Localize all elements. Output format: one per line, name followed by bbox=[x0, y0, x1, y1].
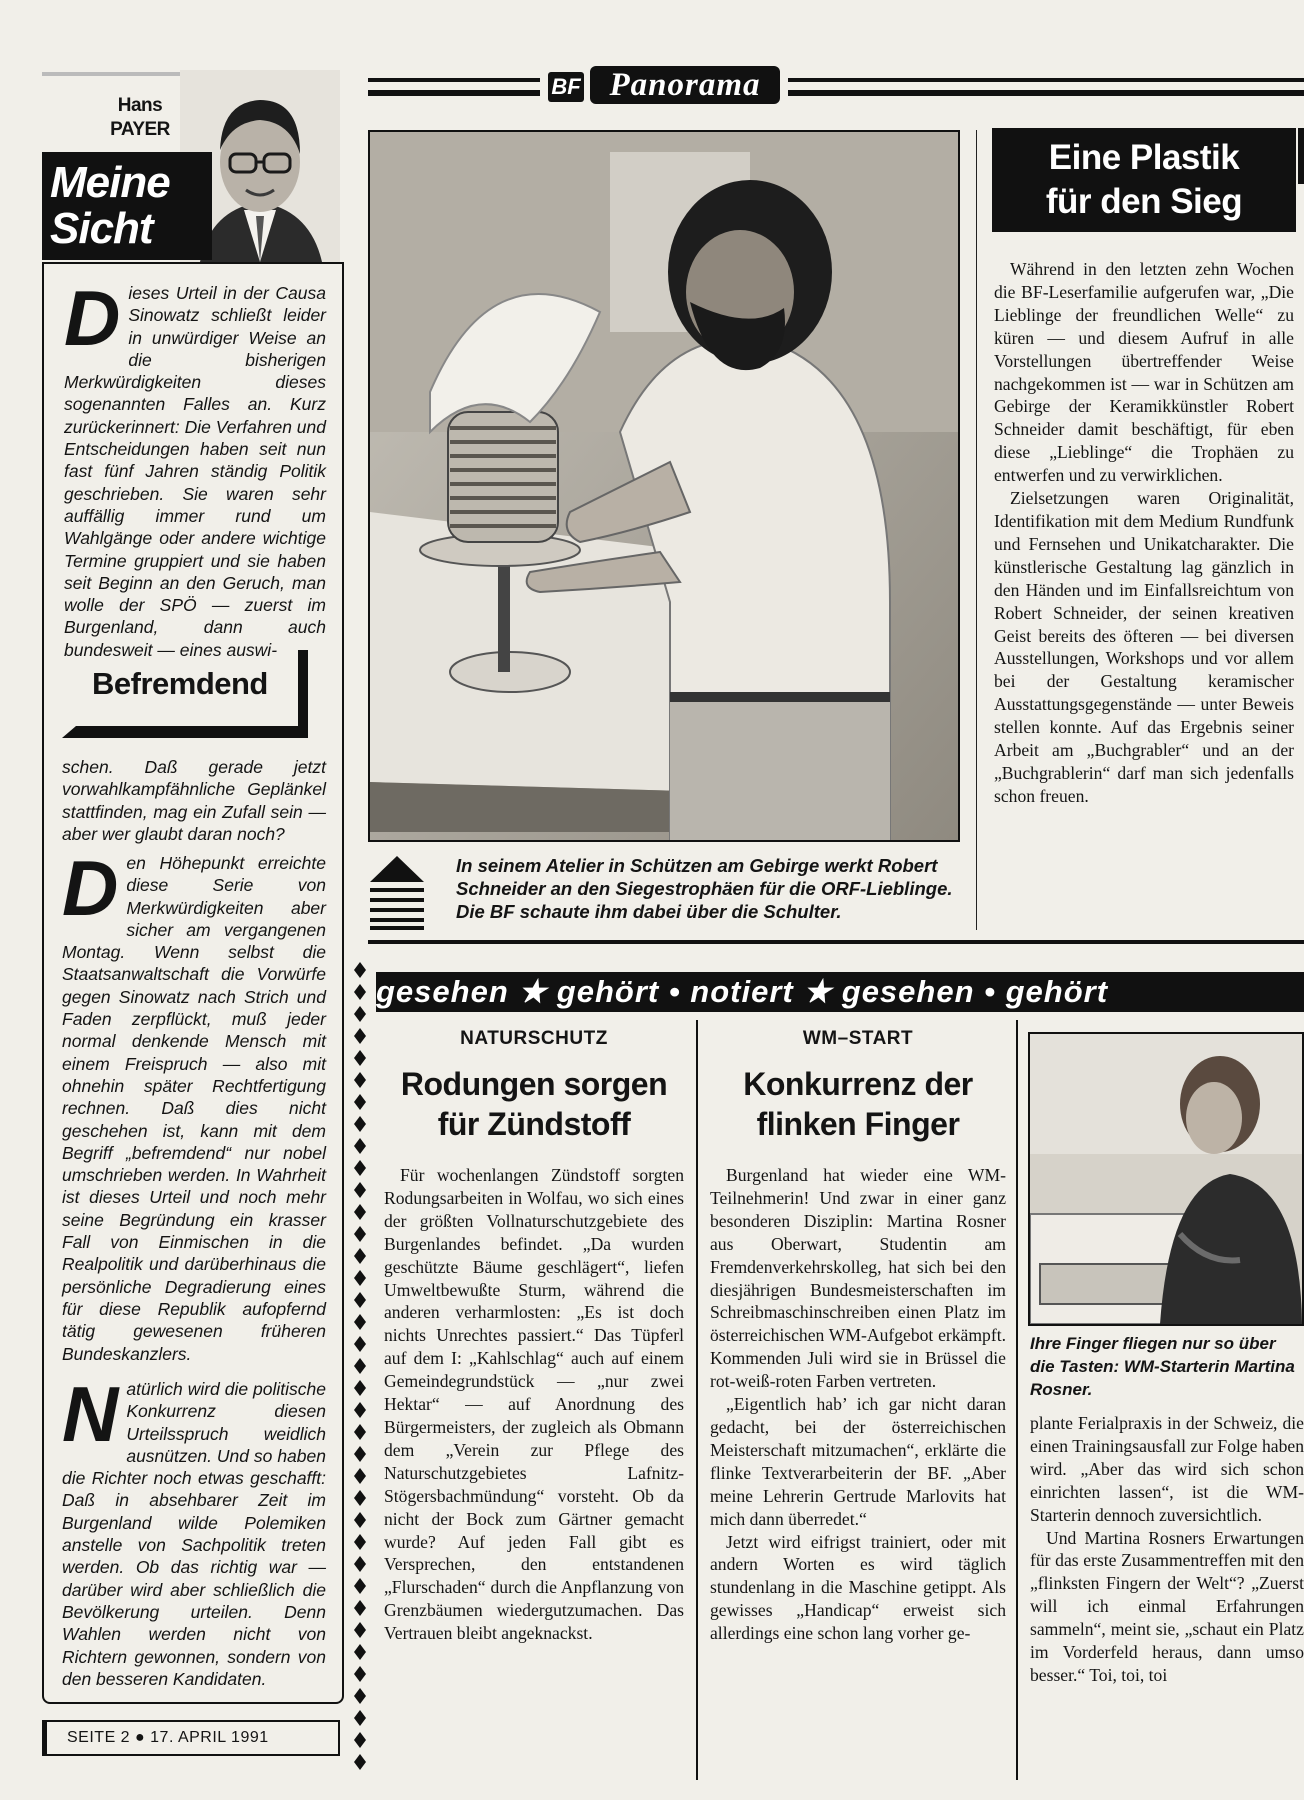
paragraph-text: ieses Urteil in der Causa Sinowatz schließt leider in unwürdiger Weise an die bisherigen Merkwürdigkeiten dieses sogenannten Falles an. Kurz zurückerinnert: Die Verfahren und Entscheidungen haben seit nun fast fünf Jahren ständig Politik geschrieben. Sie waren sehr auffällig immer rund um Wahlgänge oder andere wichtige Termine gruppiert und sie haben seit Beginn an den Geruch, man wolle der SPÖ — zuerst im Burgenland, dann auch bundesweit — eines auswi- bbox=[64, 283, 326, 660]
meine-sicht-paragraph-1 bbox=[64, 274, 326, 661]
plastik-headline-line1: Eine Plastik bbox=[1048, 138, 1240, 177]
masthead-rule-right-2 bbox=[788, 90, 1304, 96]
masthead-rule-left-2 bbox=[368, 90, 540, 96]
plastik-paragraph-2: Zielsetzungen waren Originalität, Identifikation mit dem Medium Rundfunk und Fernsehen und Unikatcharakter. Die künstlerische Gestaltung lag gänzlich in den Händen und im Einfallsreichtum von Robert Schneider, der seinen kreativen Geist bereits des öfteren — bei diversen Ausstellungen, Workshops und vor allem bei der Gestaltung keramischer Ausstattungsgegenstände — unter Beweis stellen konnte. Auf das Ergebnis seiner Arbeit am „Buchgrabler“ und an der „Buchgrablerin“ darf man sich jedenfalls schon freuen. bbox=[994, 488, 1294, 806]
author-first-name: Hans bbox=[117, 95, 163, 116]
issue-date: 17. APRIL 1991 bbox=[150, 1729, 269, 1746]
article-headline-line2: für Zündstoff bbox=[437, 1106, 631, 1142]
article-paragraph-2: „Eigentlich hab’ ich gar nicht daran gedacht, bei der österreichischen Meisterschaft mitzumachen“, erklärte die flinke Textverarbeiterin der BF. „Aber meine Lehrerin Gertrude Marlovits hat mich dann überredet.“ bbox=[710, 1394, 1006, 1529]
plastik-headline bbox=[992, 128, 1296, 232]
article-wm-start-continued bbox=[1030, 1412, 1304, 1687]
masthead-rule-right bbox=[788, 78, 1304, 82]
article-paragraph-1: Burgenland hat wieder eine WM-Teilnehmerin! Und zwar in einer ganz besonderen Disziplin: Martina Rosner aus Oberwart, Studentin am Fremdenverkehrskolleg, hat sich bei den diesjährigen Bundesmeisterschaften im Schreibmaschinschreiben einen Platz im österreichischen WM-Aufgebot erkämpft. Kommenden Juli wird sie in Brüssel die rot-weiß-roten Farben vertreten. bbox=[710, 1165, 1006, 1392]
meine-sicht-paragraph-2 bbox=[62, 844, 326, 1365]
meine-sicht-heading-line1: Meine bbox=[50, 158, 170, 207]
news-banner bbox=[376, 972, 1304, 1012]
column-separator bbox=[976, 130, 977, 930]
section-divider bbox=[368, 940, 1304, 944]
rosner-photo-caption: Ihre Finger fliegen nur so über die Tasten: WM-Starterin Martina Rosner. bbox=[1030, 1334, 1295, 1399]
photo-caption: In seinem Atelier in Schützen am Gebirge werkt Robert Schneider an den Siegestrophäen für die ORF-Lieblinge. Die BF schaute ihm dabei über die Schulter. bbox=[456, 855, 953, 922]
atelier-photo bbox=[368, 130, 960, 842]
article-paragraph-4: Und Martina Rosners Erwartungen für das erste Zusammentreffen mit den „flinksten Fingern der Welt“? „Zuerst will ich einmal Erfahrungen sammeln“, meint sie, „schaut ein Platz im Vorderfeld heraus, dann umso besser.“ Toi, toi, toi bbox=[1030, 1527, 1304, 1685]
article-headline-line1: Konkurrenz der bbox=[743, 1066, 973, 1102]
diamond-border bbox=[352, 962, 368, 1772]
page-footer bbox=[42, 1720, 340, 1756]
drop-cap: D bbox=[64, 274, 121, 362]
article-paragraph: Für wochenlangen Zündstoff sorgten Rodungsarbeiten in Wolfau, wo sich eines der größten Vollnaturschutzgebiete des Burgenlandes befindet. „Da wurden geschützte Bäume geschlägert“, liefen Umweltbewußte Sturm, während die anderen verharmlosten: „Es ist doch nichts Unrechtes passiert.“ Das Tüpferl auf dem I: „Kahlschlag“ auch auf einem Gemeindegrundstück — „nur zwei Hektar“ — auf Anordnung des Bürgermeisters, der zugleich als Obmann dem „Verein zur Pflege des Naturschutzgebietes Lafnitz-Stögersbachmündung“ vorsteht. Ob da nicht der Bock zum Gärtner gemacht wurde? Auf jeden Fall gibt es Versprechen, den entstandenen „Flurschaden“ durch die Anpflanzung von Grenzbäumen wiedergutzumachen. Das Vertrauen bleibt angeknackst. bbox=[384, 1165, 684, 1644]
paragraph-text: en Höhepunkt erreichte diese Serie von Merkwürdigkeiten aber sicher am vergangenen Montag. Wenn selbst die Staatsanwaltschaft die Vorwürfe gegen Sinowatz nach Strich und Faden zerpflückt, muß jeder normal denkende Mensch mit einem Freispruch — also mit ohnehin später Rechtfertigung rechnen. Daß dies nicht geschehen ist, kann mit dem Begriff „befremdend“ nur nobel umschrieben werden. In Wahrheit ist dieses Urteil und noch mehr seine Begründung ein krasser Fall von Einmischen in die Realpolitik und darüberhinaus die persönliche Degradierung eines für diese Republik aufopfernd tätig gewesenen früheren Bundeskanzlers. bbox=[62, 853, 326, 1364]
meine-sicht-heading-line2: Sicht bbox=[50, 204, 153, 253]
page-number: SEITE 2 bbox=[67, 1729, 131, 1746]
bf-logo: BF bbox=[548, 72, 584, 102]
meine-sicht-heading bbox=[42, 152, 212, 260]
meine-sicht-paragraph-1-continued bbox=[62, 756, 326, 845]
meine-sicht-paragraph-3 bbox=[62, 1370, 326, 1690]
plastik-paragraph-1: Während in den letzten zehn Wochen die BF-Leserfamilie aufgerufen war, „Die Lieblinge der freundlichen Welle“ zu küren — und diesem Aufruf in alle Vorstellungen übertreffender Weise nachgekommen ist — war in Schützen am Gebirge der Keramikkünstler Robert Schneider damit beschäftigt, für eben diese „Lieblinge“ die Trophäen zu entwerfen und zu verwirklichen. bbox=[994, 259, 1294, 486]
article-paragraph-continued: plante Ferialpraxis in der Schweiz, die einen Trainingsausfall zur Folge haben wird. „Aber das wird sich schon einrichten lassen“, ist die WM-Starterin dennoch zuversichtlich. bbox=[1030, 1413, 1304, 1525]
article-kicker: WM–START bbox=[802, 1028, 914, 1049]
subheading-corner-vertical bbox=[298, 650, 308, 738]
article-wm-start bbox=[710, 1028, 1006, 1645]
masthead-rule-left bbox=[368, 78, 540, 82]
plastik-body bbox=[994, 258, 1294, 808]
article-kicker: NATURSCHUTZ bbox=[460, 1028, 608, 1049]
subheading-corner-horizontal bbox=[62, 726, 308, 738]
paragraph-text: atürlich wird die politische Konkurrenz diesen Urteilsspruch weidlich ausnützen. Und so haben die Richter noch etwas geschafft: Daß in absehbarer Zeit im Burgenland wilde Polemiken anstelle von Sachpolitik treten werden. Ob das richtig war — darüber wird aber schließlich die Bevölkerung urteilen. Denn Wahlen werden nicht von Richtern gewonnen, sondern von den besseren Kandidaten. bbox=[62, 1379, 326, 1689]
caption-arrow-icon bbox=[370, 856, 424, 930]
rosner-photo bbox=[1028, 1032, 1304, 1326]
article-headline-line2: flinken Finger bbox=[756, 1106, 960, 1142]
drop-cap: D bbox=[62, 844, 119, 932]
article-naturschutz bbox=[384, 1028, 684, 1645]
subheading-befremdend: Befremdend bbox=[92, 666, 268, 701]
article-paragraph-3: Jetzt wird eifrigst trainiert, oder mit andern Worten es wird täglich stundenlang in die Maschine getippt. Als gewisses „Handicap“ erweist sich allerdings eine schon lang vorher ge- bbox=[710, 1531, 1006, 1644]
drop-cap: N bbox=[62, 1370, 119, 1458]
author-last-name: PAYER bbox=[110, 119, 170, 140]
author-byline bbox=[90, 94, 190, 142]
plastik-right-rule bbox=[1298, 128, 1304, 184]
column-separator bbox=[1016, 1020, 1018, 1780]
news-banner-text: gesehen ★ gehört • notiert ★ gesehen • gehört bbox=[376, 974, 1109, 1009]
column-separator bbox=[696, 1020, 698, 1780]
bullet-icon: ● bbox=[135, 1729, 146, 1746]
article-headline-line1: Rodungen sorgen bbox=[400, 1066, 668, 1102]
paragraph-text: schen. Daß gerade jetzt vorwahlkampfähnliche Geplänkel stattfinden, mag ein Zufall sein — aber wer glaubt daran noch? bbox=[62, 757, 326, 844]
section-masthead bbox=[368, 67, 1304, 106]
plastik-headline-line2: für den Sieg bbox=[1045, 182, 1243, 221]
subheading-box bbox=[62, 660, 308, 738]
section-title: Panorama bbox=[590, 66, 780, 104]
